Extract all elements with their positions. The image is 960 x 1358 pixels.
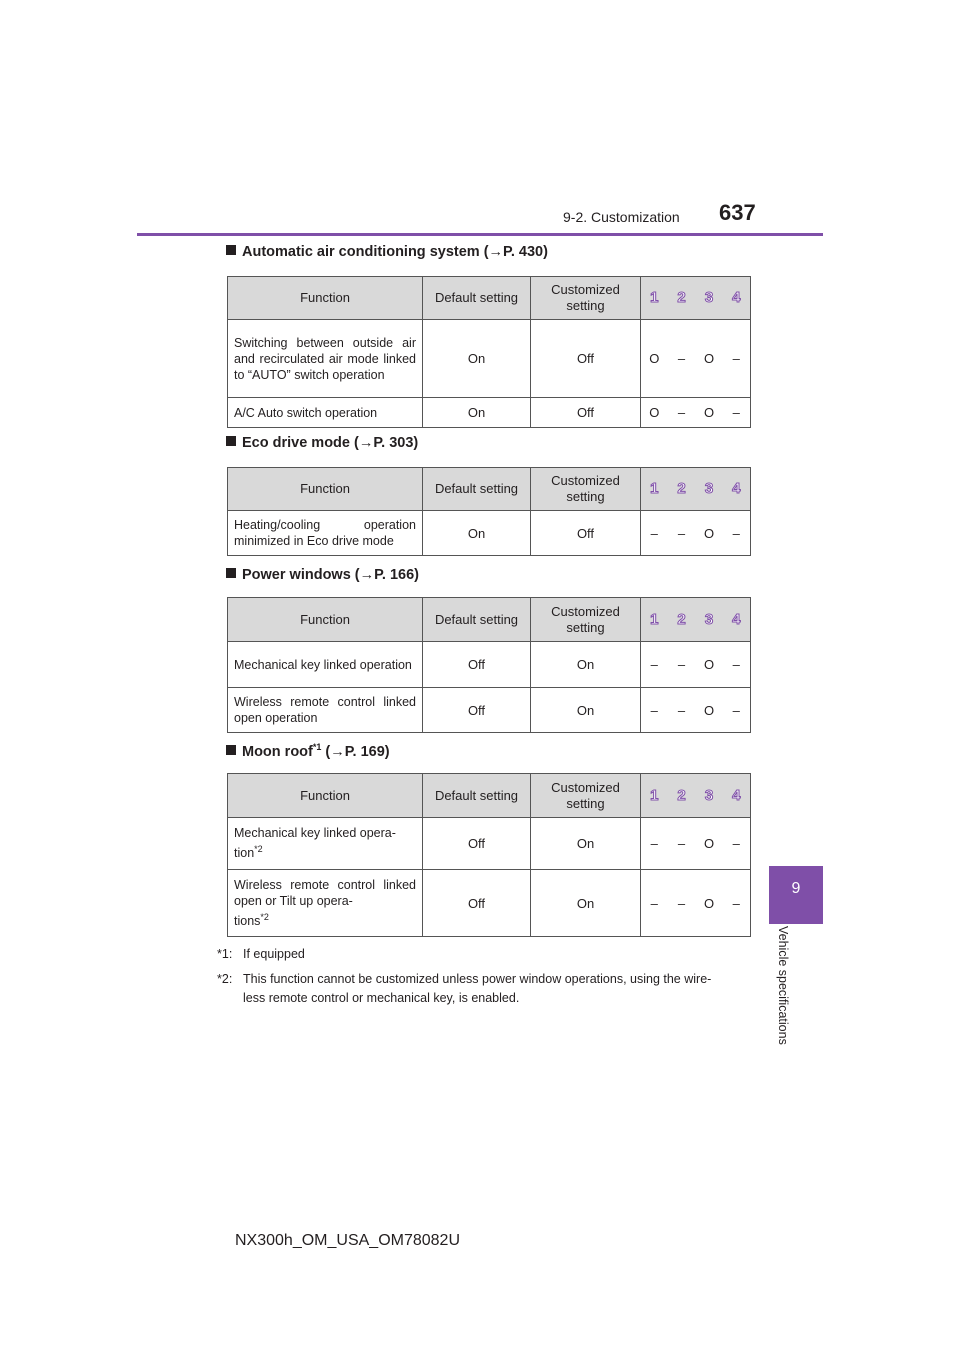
table-header-row (228, 468, 751, 511)
mode-cell: – (723, 320, 751, 398)
page-number: 637 (719, 200, 756, 225)
customized-cell: On (531, 642, 641, 688)
mode-cell: O (696, 320, 723, 398)
customized-cell: Off (531, 511, 641, 556)
mode-cell: – (668, 870, 696, 937)
mode-cell: – (668, 642, 696, 688)
document-code: NX300h_OM_USA_OM78082U (235, 1232, 461, 1249)
customization-table-moon-roof (227, 773, 751, 937)
mode-cell: – (641, 818, 668, 870)
mode-2-icon: 2 (677, 289, 686, 306)
mode-1-icon: 1 (650, 289, 659, 306)
mode-cell: – (668, 688, 696, 733)
mode-cell: – (668, 818, 696, 870)
customized-cell: On (531, 688, 641, 733)
section-title-air-conditioning: Automatic air conditioning system (→P. 430) (226, 244, 548, 260)
header-customized: Customized setting (531, 277, 641, 320)
function-cell: Mechanical key linked operation (228, 642, 423, 688)
mode-2-icon: 2 (677, 480, 686, 497)
function-cell: Wireless remote control linked open or Tilt up opera- tions$^{*2}$ (228, 870, 423, 937)
customized-cell: Off (531, 398, 641, 428)
header-function: Function (228, 774, 423, 818)
chapter-tab: 9 (769, 866, 823, 924)
mode-4-icon: 4 (732, 289, 741, 306)
bullet-square-icon (226, 568, 236, 578)
mode-cell: – (723, 688, 751, 733)
function-cell: Mechanical key linked opera- tion$^{*2}$ (228, 818, 423, 870)
section-title-moon-roof: Moon roof$^{*1}$ (→P. 169) (226, 742, 390, 760)
default-cell: On (423, 398, 531, 428)
mode-cell: – (641, 511, 668, 556)
mode-cell: O (696, 642, 723, 688)
mode-cell: – (723, 870, 751, 937)
mode-3-icon: 3 (704, 786, 714, 804)
mode-cell: O (696, 818, 723, 870)
customization-table-air-conditioning (227, 276, 751, 428)
mode-2-icon: 2 (677, 786, 686, 804)
header-default: Default setting (423, 774, 531, 818)
header-customized: Customized setting (531, 598, 641, 642)
mode-1-icon: 1 (650, 610, 659, 628)
mode-3-icon: 3 (704, 610, 714, 628)
table-header-row (228, 774, 751, 818)
header-rule (137, 233, 823, 236)
mode-cell: – (641, 870, 668, 937)
mode-cell: – (641, 642, 668, 688)
chapter-label: Vehicle specifications (776, 926, 790, 1045)
mode-2-icon: 2 (677, 610, 686, 628)
mode-cell: – (723, 511, 751, 556)
mode-cell: – (723, 398, 751, 428)
footnote-1: *1: If equipped (217, 947, 305, 961)
function-cell: A/C Auto switch operation (228, 398, 423, 428)
table-row (228, 818, 751, 870)
default-cell: Off (423, 642, 531, 688)
section-title-eco-drive: Eco drive mode (→P. 303) (226, 435, 418, 451)
table-row (228, 511, 751, 556)
mode-3-icon: 3 (704, 289, 714, 306)
header-default: Default setting (423, 598, 531, 642)
bullet-square-icon (226, 245, 236, 255)
table-row (228, 688, 751, 733)
bullet-square-icon (226, 436, 236, 446)
mode-cell: O (641, 320, 668, 398)
table-row (228, 320, 751, 398)
mode-4-icon: 4 (732, 480, 741, 497)
mode-cell: O (696, 688, 723, 733)
default-cell: Off (423, 688, 531, 733)
mode-cell: – (668, 320, 696, 398)
customized-cell: Off (531, 320, 641, 398)
customization-table-power-windows (227, 597, 751, 733)
mode-cell: – (723, 642, 751, 688)
function-cell: Switching between outside air and recirculated air mode linked to “AUTO” switch operation (228, 320, 423, 398)
mode-cell: O (641, 398, 668, 428)
default-cell: On (423, 511, 531, 556)
mode-1-icon: 1 (650, 480, 659, 497)
table-row (228, 398, 751, 428)
default-cell: On (423, 320, 531, 398)
mode-1-icon: 1 (650, 786, 659, 804)
customization-table-eco-drive (227, 467, 751, 556)
default-cell: Off (423, 870, 531, 937)
function-cell: Wireless remote control linked open operation (228, 688, 423, 733)
footnote-2: *2: This function cannot be customized unless power window operations, using the wire- less remote control or mechanical key, is enabled. (217, 972, 712, 1005)
header-function: Function (228, 468, 423, 511)
mode-cell: – (723, 818, 751, 870)
mode-cell: – (641, 688, 668, 733)
mode-cell: O (696, 870, 723, 937)
default-cell: Off (423, 818, 531, 870)
customized-cell: On (531, 818, 641, 870)
header-default: Default setting (423, 277, 531, 320)
header-customized: Customized setting (531, 468, 641, 511)
mode-cell: – (668, 511, 696, 556)
mode-4-icon: 4 (732, 610, 741, 628)
section-title-power-windows: Power windows (→P. 166) (226, 567, 419, 583)
section-heading: 9-2. Customization (563, 209, 680, 225)
bullet-square-icon (226, 745, 236, 755)
customized-cell: On (531, 870, 641, 937)
header-default: Default setting (423, 468, 531, 511)
header-customized: Customized setting (531, 774, 641, 818)
header-function: Function (228, 598, 423, 642)
table-header-row (228, 598, 751, 642)
table-header-row (228, 277, 751, 320)
mode-cell: O (696, 511, 723, 556)
function-cell: Heating/cooling operation minimized in Eco drive mode (228, 511, 423, 556)
header-function: Function (228, 277, 423, 320)
table-row (228, 870, 751, 937)
mode-cell: O (696, 398, 723, 428)
mode-cell: – (668, 398, 696, 428)
table-row (228, 642, 751, 688)
mode-3-icon: 3 (704, 480, 714, 497)
mode-4-icon: 4 (732, 786, 741, 804)
